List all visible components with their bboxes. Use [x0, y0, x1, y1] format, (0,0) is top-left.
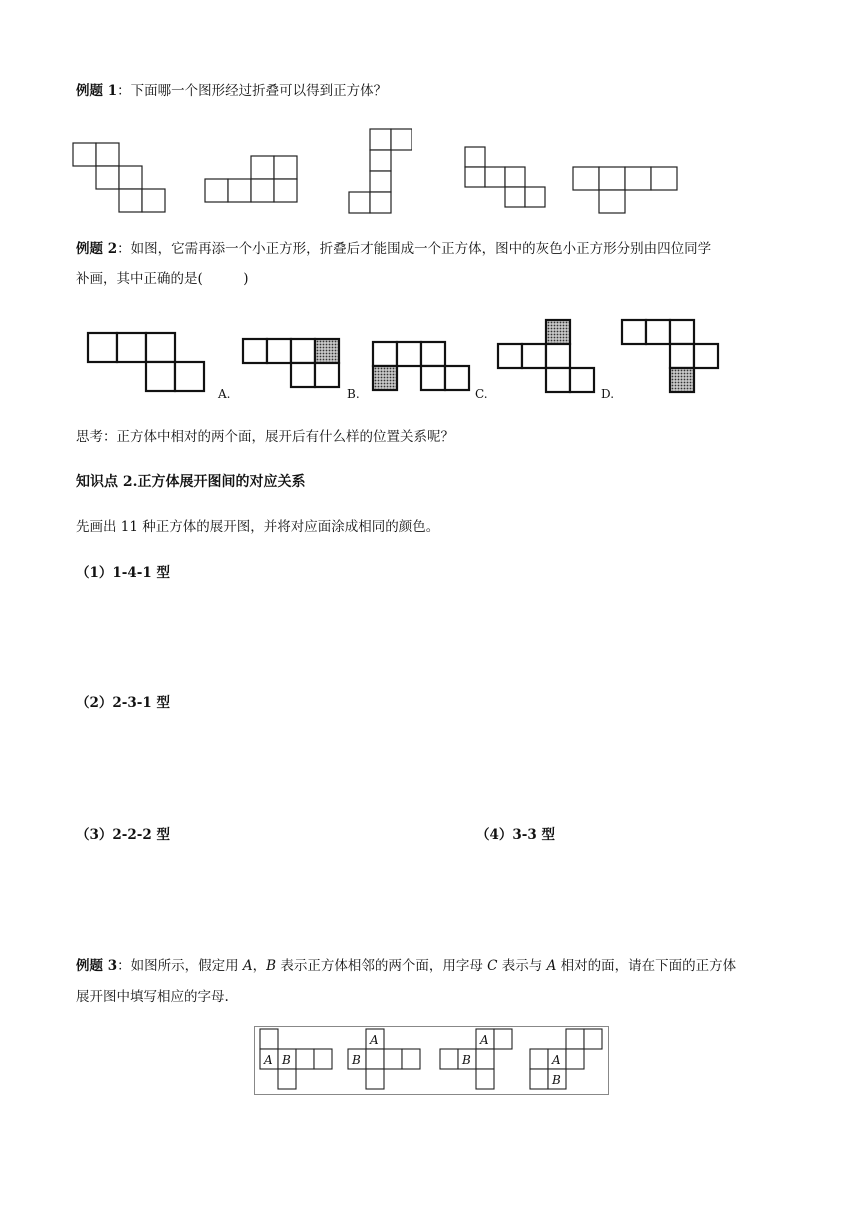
ex2-base-figure: [86, 331, 210, 397]
think-question: 思考：正方体中相对的两个面，展开后有什么样的位置关系呢？: [76, 429, 454, 445]
example-2-text-line1: ：如图，它需再添一个小正方形，折叠后才能围成一个正方体，图中的灰色小正方形分别由四位同学: [117, 241, 712, 257]
ex3-net-1: [260, 1029, 332, 1089]
example-3-sep: ，: [252, 958, 267, 974]
ex2-option-d-label: D.: [601, 387, 615, 401]
ex3-nets-figure: [254, 1026, 610, 1096]
ex2-option-c-label: C.: [475, 387, 488, 401]
example-3-letter-a2: A: [546, 958, 557, 974]
example-2-question-line1: [76, 239, 711, 259]
example-1-label: 例题 1: [76, 83, 118, 99]
example-3-letter-a: A: [242, 958, 253, 974]
example-3-label: 例题 3: [76, 958, 118, 974]
ex2-option-b-figure: [371, 340, 471, 392]
ex3-net4-cell-b: B: [552, 1073, 561, 1087]
example-3-text-a: ：如图所示，假定用: [117, 958, 243, 974]
ex3-net-3: [440, 1029, 512, 1089]
ex2-option-d-figure: [620, 318, 720, 394]
ex3-net1-cell-a: A: [264, 1053, 273, 1067]
example-1-question: [76, 81, 387, 101]
ex2-option-a-figure: [241, 337, 341, 389]
ex1-net-3: [348, 128, 412, 216]
ex3-net1-cell-b: B: [282, 1053, 291, 1067]
ex1-net-1: [72, 142, 168, 216]
example-3-text-d: 相对的面，请在下面的正方体: [556, 958, 737, 974]
ex3-net-4: [530, 1029, 602, 1089]
ex3-net2-cell-a: A: [370, 1033, 379, 1047]
example-3-letter-c: C: [487, 958, 498, 974]
ex2-option-b-label: B.: [347, 387, 360, 401]
ex3-net2-cell-b: B: [352, 1053, 361, 1067]
ex1-net-2: [204, 155, 300, 205]
type-2-2-2-heading: （3）2-2-2 型: [76, 827, 170, 843]
example-3-question-line2: 展开图中填写相应的字母.: [76, 989, 229, 1005]
example-2-label: 例题 2: [76, 241, 118, 257]
example-3-text-b: 表示正方体相邻的两个面，用字母: [276, 958, 488, 974]
type-2-3-1-heading: （2）2-3-1 型: [76, 695, 170, 711]
example-1-text: ：下面哪一个图形经过折叠可以得到正方体？: [117, 83, 388, 99]
ex3-net4-cell-a: A: [552, 1053, 561, 1067]
example-2-question-line2: 补画，其中正确的是( ): [76, 271, 249, 287]
example-3-letter-b: B: [266, 958, 277, 974]
knowledge-point-2-intro: 先画出 11 种正方体的展开图，并将对应面涂成相同的颜色。: [76, 519, 440, 535]
ex1-net-5: [572, 166, 680, 216]
type-1-4-1-heading: （1）1-4-1 型: [76, 565, 170, 581]
type-3-3-heading: （4）3-3 型: [476, 827, 555, 843]
ex2-option-a-label: A.: [218, 387, 231, 401]
ex1-net-4: [464, 146, 548, 212]
ex3-net3-cell-a: A: [480, 1033, 489, 1047]
ex2-option-c-figure: [496, 318, 596, 394]
knowledge-point-2-title: 知识点 2.正方体展开图间的对应关系: [76, 474, 306, 490]
example-3-question-line1: [76, 956, 736, 976]
ex3-net3-cell-b: B: [462, 1053, 471, 1067]
example-3-text-c: 表示与: [497, 958, 547, 974]
ex3-net-2: [348, 1029, 420, 1089]
